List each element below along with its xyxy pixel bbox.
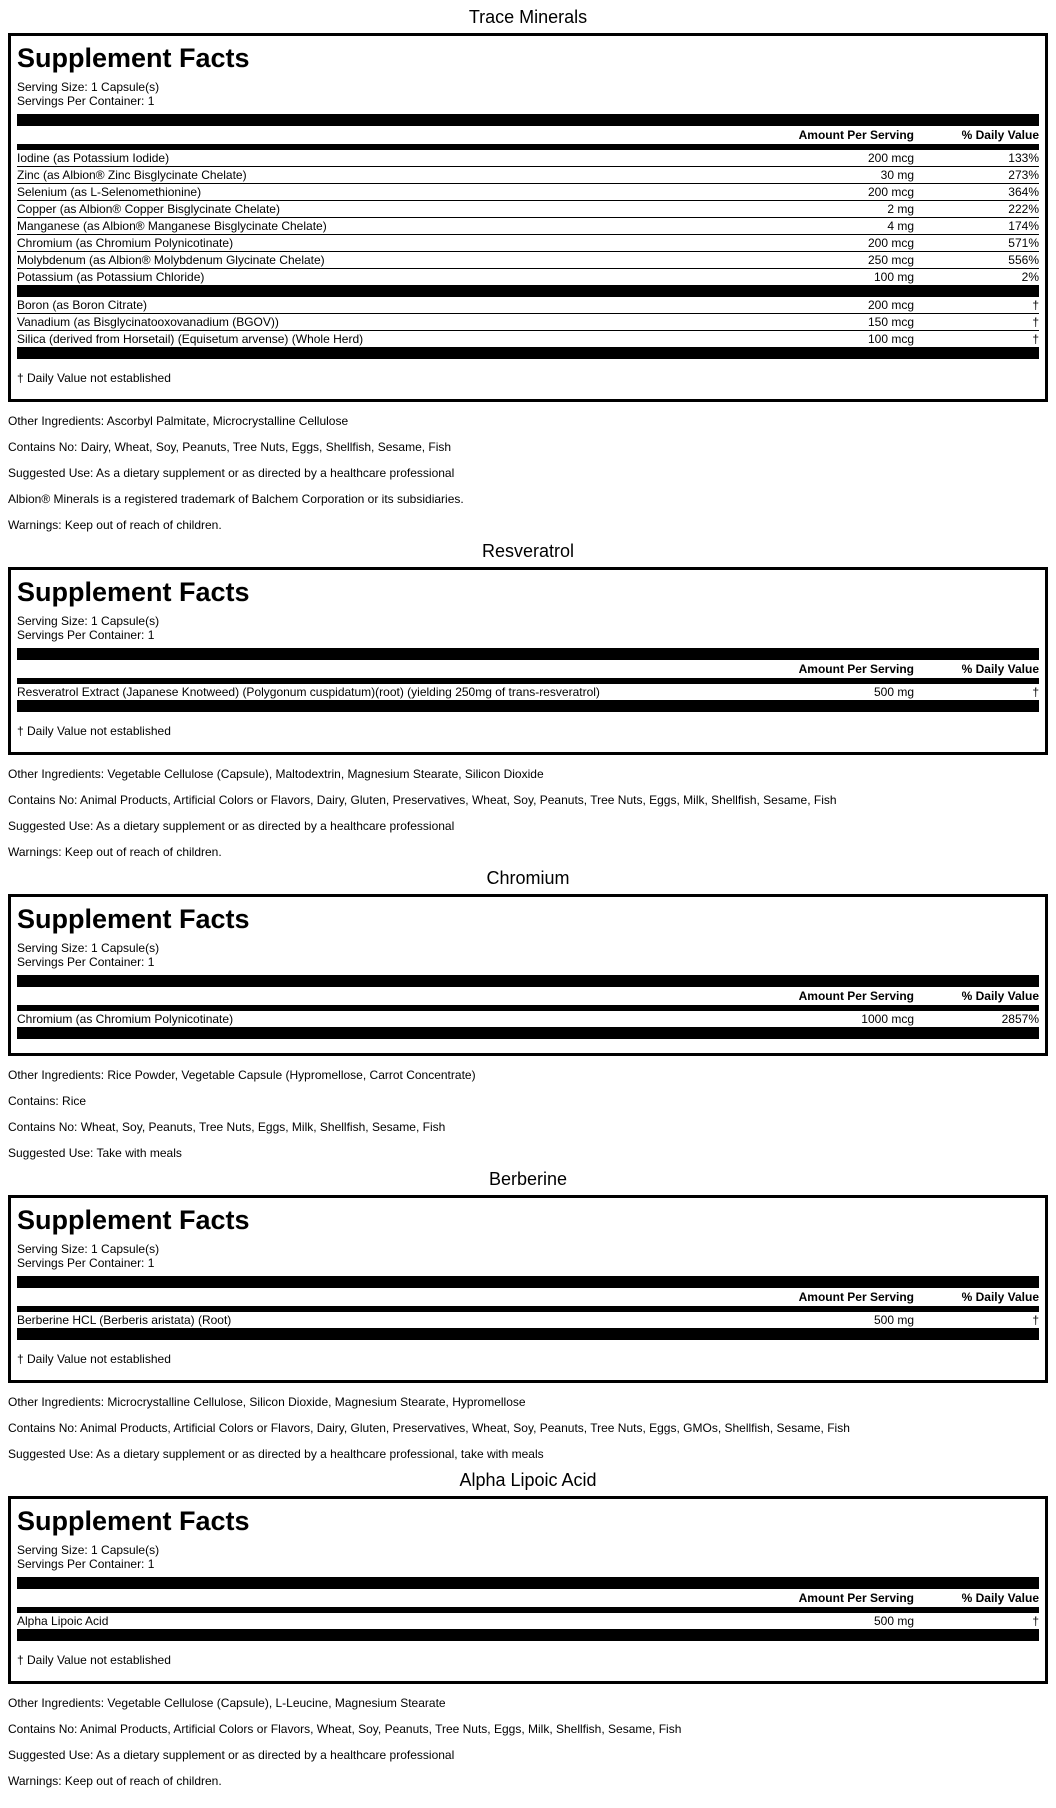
divider-bar: [17, 1629, 1039, 1641]
nutrient-amount: 250 mcg: [867, 253, 914, 267]
nutrient-amount: 500 mg: [873, 685, 914, 699]
nutrient-row: [17, 252, 1039, 269]
column-header-spacer: [17, 987, 714, 1005]
facts-heading: Supplement Facts: [17, 43, 250, 73]
servings-per-container: Servings Per Container: 1: [17, 955, 155, 969]
product-title: Berberine: [488, 1169, 568, 1189]
amount-per-serving-header: Amount Per Serving: [798, 128, 914, 142]
nutrient-amount: 4 mg: [887, 219, 914, 233]
product-info-line: Suggested Use: As a dietary supplement or as directed by a healthcare professional: [8, 466, 455, 480]
nutrient-daily-value: 133%: [1008, 151, 1039, 165]
product-section: [8, 540, 1048, 859]
servings-per-container: Servings Per Container: 1: [17, 628, 155, 642]
nutrient-daily-value: †: [1032, 1614, 1039, 1628]
nutrient-daily-value: 571%: [1008, 236, 1039, 250]
product-info-line: Suggested Use: Take with meals: [8, 1146, 182, 1160]
product-info-line: Other Ingredients: Vegetable Cellulose (Capsule), Maltodextrin, Magnesium Stearate, Silicon Dioxide: [8, 767, 544, 781]
column-header-row: [17, 1589, 1039, 1607]
product-info-line: Contains No: Wheat, Soy, Peanuts, Tree Nuts, Eggs, Milk, Shellfish, Sesame, Fish: [8, 1120, 446, 1134]
nutrient-name: Potassium (as Potassium Chloride): [17, 270, 205, 284]
daily-value-header: % Daily Value: [961, 662, 1039, 676]
nutrient-row: [17, 297, 1039, 314]
nutrient-amount: 100 mg: [873, 270, 914, 284]
servings-per-container: Servings Per Container: 1: [17, 1256, 155, 1270]
divider-bar: [17, 648, 1039, 660]
nutrient-name: Chromium (as Chromium Polynicotinate): [17, 236, 234, 250]
nutrient-daily-value: 222%: [1008, 202, 1039, 216]
product-info-line: Contains: Rice: [8, 1094, 87, 1108]
divider-bar: [17, 1276, 1039, 1288]
nutrient-amount: 200 mcg: [867, 298, 914, 312]
nutrient-row: [17, 269, 1039, 285]
column-header-row: [17, 660, 1039, 678]
nutrient-daily-value: 364%: [1008, 185, 1039, 199]
nutrient-name: Iodine (as Potassium Iodide): [17, 151, 170, 165]
column-header-spacer: [17, 1288, 714, 1306]
nutrient-name: Molybdenum (as Albion® Molybdenum Glycinate Chelate): [17, 253, 325, 267]
nutrient-amount: 200 mcg: [867, 236, 914, 250]
nutrient-name: Silica (derived from Horsetail) (Equisetum arvense) (Whole Herd): [17, 332, 364, 346]
column-header-spacer: [17, 660, 714, 678]
facts-heading: Supplement Facts: [17, 1506, 250, 1536]
product-section: [8, 6, 1048, 532]
nutrient-row: [17, 201, 1039, 218]
nutrient-daily-value: †: [1032, 332, 1039, 346]
nutrient-row: [17, 314, 1039, 331]
product-info-line: Other Ingredients: Microcrystalline Cellulose, Silicon Dioxide, Magnesium Stearate, Hypromellose: [8, 1395, 526, 1409]
nutrient-row: [17, 218, 1039, 235]
product-info-line: Other Ingredients: Ascorbyl Palmitate, Microcrystalline Cellulose: [8, 414, 349, 428]
daily-value-header: % Daily Value: [961, 989, 1039, 1003]
product-title: Resveratrol: [481, 541, 575, 561]
nutrient-daily-value: 273%: [1008, 168, 1039, 182]
supplement-facts-panel: [8, 894, 1048, 1056]
nutrient-daily-value: †: [1032, 685, 1039, 699]
nutrient-row: [17, 331, 1039, 347]
nutrient-row: [17, 1011, 1039, 1027]
nutrient-name: Resveratrol Extract (Japanese Knotweed) (Polygonum cuspidatum)(root) (yielding 250mg of trans-resveratrol): [17, 685, 600, 699]
product-title: Trace Minerals: [468, 7, 588, 27]
supplement-facts-panel: [8, 1496, 1048, 1684]
facts-heading: Supplement Facts: [17, 904, 250, 934]
nutrient-amount: 500 mg: [873, 1614, 914, 1628]
product-info-line: Albion® Minerals is a registered trademark of Balchem Corporation or its subsidiaries.: [8, 492, 464, 506]
daily-value-footnote: † Daily Value not established: [17, 1653, 171, 1667]
nutrient-name: Alpha Lipoic Acid: [17, 1614, 109, 1628]
amount-per-serving-header: Amount Per Serving: [798, 1290, 914, 1304]
nutrient-name: Boron (as Boron Citrate): [17, 298, 148, 312]
product-info-line: Contains No: Animal Products, Artificial Colors or Flavors, Wheat, Soy, Peanuts, Tree Nuts, Eggs, Milk, Shellfish, Sesame, Fish: [8, 1722, 682, 1736]
nutrient-amount: 100 mcg: [867, 332, 914, 346]
product-section: [8, 1469, 1048, 1788]
column-header-row: [17, 987, 1039, 1005]
product-info-line: Warnings: Keep out of reach of children.: [8, 1774, 222, 1788]
product-info-line: Other Ingredients: Rice Powder, Vegetable Capsule (Hypromellose, Carrot Concentrate): [8, 1068, 476, 1082]
column-header-row: [17, 126, 1039, 144]
nutrient-daily-value: 2%: [1021, 270, 1039, 284]
divider-bar: [17, 285, 1039, 297]
divider-bar: [17, 1577, 1039, 1589]
amount-per-serving-header: Amount Per Serving: [798, 989, 914, 1003]
supplement-facts-panel: [8, 1195, 1048, 1383]
divider-bar: [17, 114, 1039, 126]
nutrient-daily-value: 556%: [1008, 253, 1039, 267]
product-section: [8, 1168, 1048, 1461]
facts-heading: Supplement Facts: [17, 577, 250, 607]
product-title: Alpha Lipoic Acid: [459, 1470, 597, 1490]
nutrient-row: [17, 1312, 1039, 1328]
daily-value-header: % Daily Value: [961, 1591, 1039, 1605]
supplement-facts-panel: [8, 567, 1048, 755]
nutrient-amount: 1000 mcg: [861, 1012, 914, 1026]
product-title: Chromium: [486, 868, 570, 888]
product-info-line: Suggested Use: As a dietary supplement or as directed by a healthcare professional, take with meals: [8, 1447, 544, 1461]
product-info-line: Contains No: Animal Products, Artificial Colors or Flavors, Dairy, Gluten, Preservatives, Wheat, Soy, Peanuts, Tree Nuts, Eggs, GMOs, Shellfish, Sesame, Fish: [8, 1421, 850, 1435]
nutrient-daily-value: †: [1032, 315, 1039, 329]
divider-bar: [17, 700, 1039, 712]
product-info-line: Contains No: Animal Products, Artificial Colors or Flavors, Dairy, Gluten, Preservatives, Wheat, Soy, Peanuts, Tree Nuts, Eggs, Milk, Shellfish, Sesame, Fish: [8, 793, 837, 807]
nutrient-row: [17, 684, 1039, 700]
serving-size: Serving Size: 1 Capsule(s): [17, 1543, 160, 1557]
nutrient-daily-value: †: [1032, 1313, 1039, 1327]
nutrient-name: Berberine HCL (Berberis aristata) (Root): [17, 1313, 232, 1327]
nutrient-row: [17, 167, 1039, 184]
nutrient-name: Selenium (as L-Selenomethionine): [17, 185, 202, 199]
serving-size: Serving Size: 1 Capsule(s): [17, 941, 160, 955]
daily-value-header: % Daily Value: [961, 1290, 1039, 1304]
nutrient-amount: 500 mg: [873, 1313, 914, 1327]
product-info-line: Suggested Use: As a dietary supplement or as directed by a healthcare professional: [8, 1748, 455, 1762]
nutrient-daily-value: 2857%: [1001, 1012, 1039, 1026]
daily-value-footnote: † Daily Value not established: [17, 371, 171, 385]
nutrient-name: Vanadium (as Bisglycinatooxovanadium (BGOV)): [17, 315, 279, 329]
nutrient-name: Manganese (as Albion® Manganese Bisglycinate Chelate): [17, 219, 327, 233]
nutrient-row: [17, 150, 1039, 167]
nutrient-amount: 200 mcg: [867, 185, 914, 199]
serving-size: Serving Size: 1 Capsule(s): [17, 1242, 160, 1256]
nutrient-daily-value: 174%: [1008, 219, 1039, 233]
daily-value-footnote: † Daily Value not established: [17, 724, 171, 738]
divider-bar: [17, 1027, 1039, 1039]
facts-heading: Supplement Facts: [17, 1205, 250, 1235]
daily-value-header: % Daily Value: [961, 128, 1039, 142]
nutrient-amount: 200 mcg: [867, 151, 914, 165]
servings-per-container: Servings Per Container: 1: [17, 1557, 155, 1571]
servings-per-container: Servings Per Container: 1: [17, 94, 155, 108]
product-info-line: Warnings: Keep out of reach of children.: [8, 845, 222, 859]
product-info-line: Warnings: Keep out of reach of children.: [8, 518, 222, 532]
nutrient-daily-value: †: [1032, 298, 1039, 312]
product-info-line: Other Ingredients: Vegetable Cellulose (Capsule), L-Leucine, Magnesium Stearate: [8, 1696, 446, 1710]
nutrient-name: Zinc (as Albion® Zinc Bisglycinate Chelate): [17, 168, 247, 182]
nutrient-row: [17, 1613, 1039, 1629]
product-section: [8, 867, 1048, 1160]
nutrient-amount: 2 mg: [887, 202, 914, 216]
serving-size: Serving Size: 1 Capsule(s): [17, 614, 160, 628]
column-header-row: [17, 1288, 1039, 1306]
daily-value-footnote: † Daily Value not established: [17, 1352, 171, 1366]
nutrient-amount: 30 mg: [880, 168, 914, 182]
nutrient-row: [17, 235, 1039, 252]
product-info-line: Contains No: Dairy, Wheat, Soy, Peanuts, Tree Nuts, Eggs, Shellfish, Sesame, Fish: [8, 440, 452, 454]
amount-per-serving-header: Amount Per Serving: [798, 1591, 914, 1605]
column-header-spacer: [17, 126, 714, 144]
column-header-spacer: [17, 1589, 714, 1607]
serving-size: Serving Size: 1 Capsule(s): [17, 80, 160, 94]
product-info-line: Suggested Use: As a dietary supplement or as directed by a healthcare professional: [8, 819, 455, 833]
nutrient-amount: 150 mcg: [867, 315, 914, 329]
divider-bar: [17, 1328, 1039, 1340]
amount-per-serving-header: Amount Per Serving: [798, 662, 914, 676]
nutrient-name: Copper (as Albion® Copper Bisglycinate Chelate): [17, 202, 280, 216]
nutrient-row: [17, 184, 1039, 201]
supplement-facts-panel: [8, 33, 1048, 402]
nutrient-name: Chromium (as Chromium Polynicotinate): [17, 1012, 234, 1026]
divider-bar: [17, 347, 1039, 359]
divider-bar: [17, 975, 1039, 987]
